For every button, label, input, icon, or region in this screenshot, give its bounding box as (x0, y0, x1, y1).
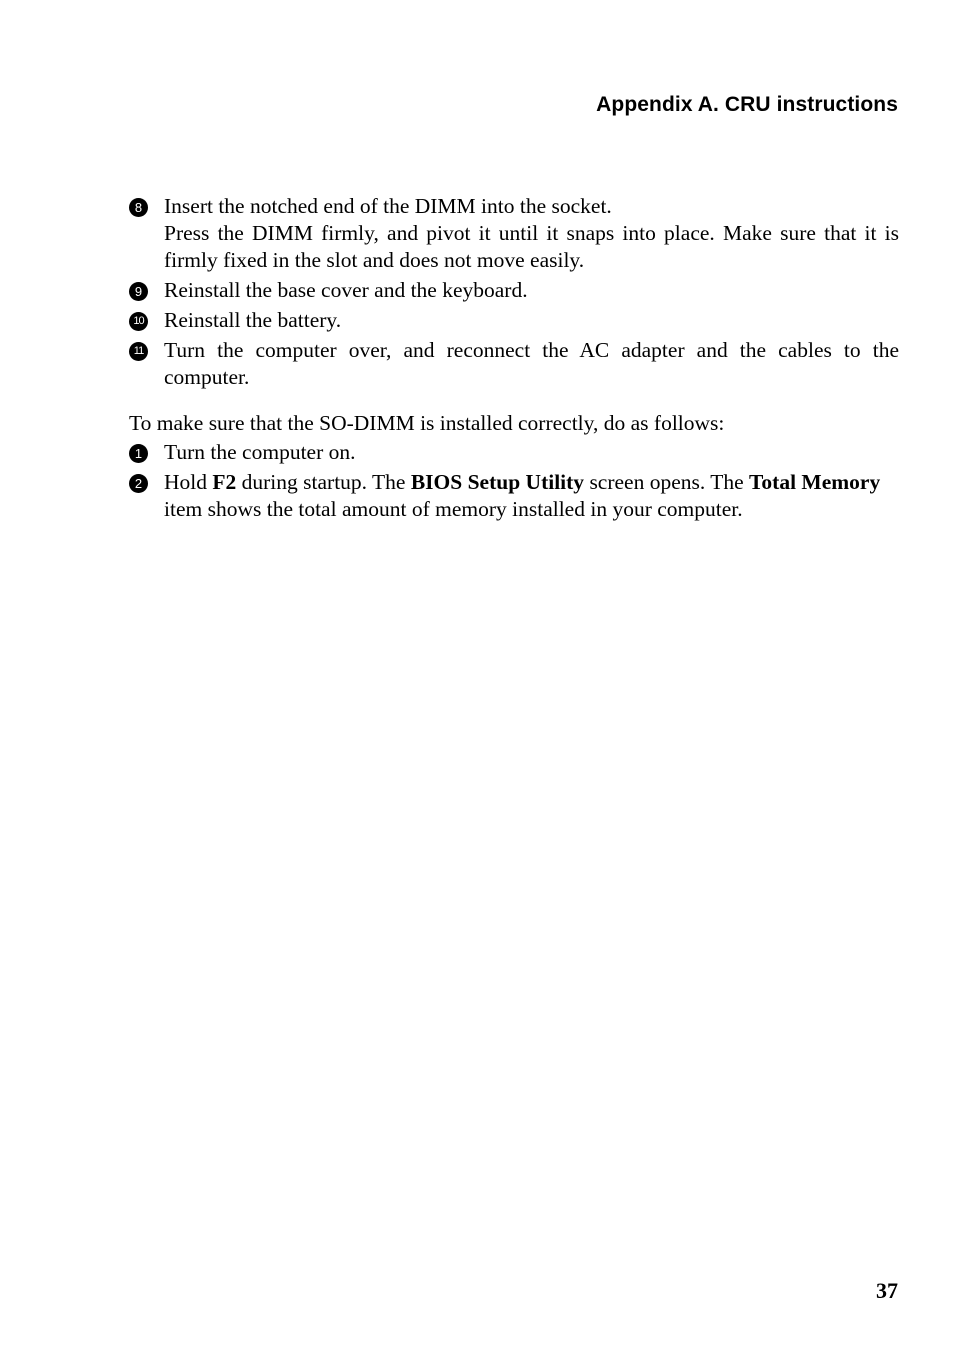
verify-intro: To make sure that the SO-DIMM is installed correctly, do as follows: (129, 411, 725, 435)
step-item (129, 439, 899, 466)
step-number-badge: 1 (129, 444, 148, 463)
step-number-badge: 11 (129, 342, 148, 361)
page-header-title: Appendix A. CRU instructions (596, 93, 898, 116)
step-item (129, 307, 899, 334)
step-number-badge: 8 (129, 198, 148, 217)
step-number-badge: 9 (129, 282, 148, 301)
step-number-badge: 10 (129, 312, 148, 331)
step-text: Press the DIMM firmly, and pivot it until it snaps into place. Make sure that it is firmly fixed in the slot and does not move easily. (164, 221, 899, 272)
step-item (129, 277, 899, 304)
step-item (129, 193, 899, 274)
utility-name: BIOS Setup Utility (410, 470, 585, 494)
step-text: Reinstall the battery. (164, 308, 342, 332)
item-name: Total Memory (749, 470, 881, 494)
step-item (129, 337, 899, 391)
page-content (129, 193, 899, 526)
step-text: Insert the notched end of the DIMM into the socket. (164, 194, 612, 218)
page-number: 37 (876, 1278, 898, 1303)
step-item (129, 469, 899, 523)
step-text: Reinstall the base cover and the keyboard. (164, 278, 528, 302)
key-name: F2 (212, 470, 237, 494)
step-text: Turn the computer over, and reconnect the AC adapter and the cables to the computer. (164, 338, 899, 389)
step-number-badge: 2 (129, 474, 148, 493)
step-text: Hold F2 during startup. The BIOS Setup Utility screen opens. The Total Memory item shows the total amount of memory installed in your computer. (164, 470, 881, 521)
step-text: Turn the computer on. (164, 440, 356, 464)
